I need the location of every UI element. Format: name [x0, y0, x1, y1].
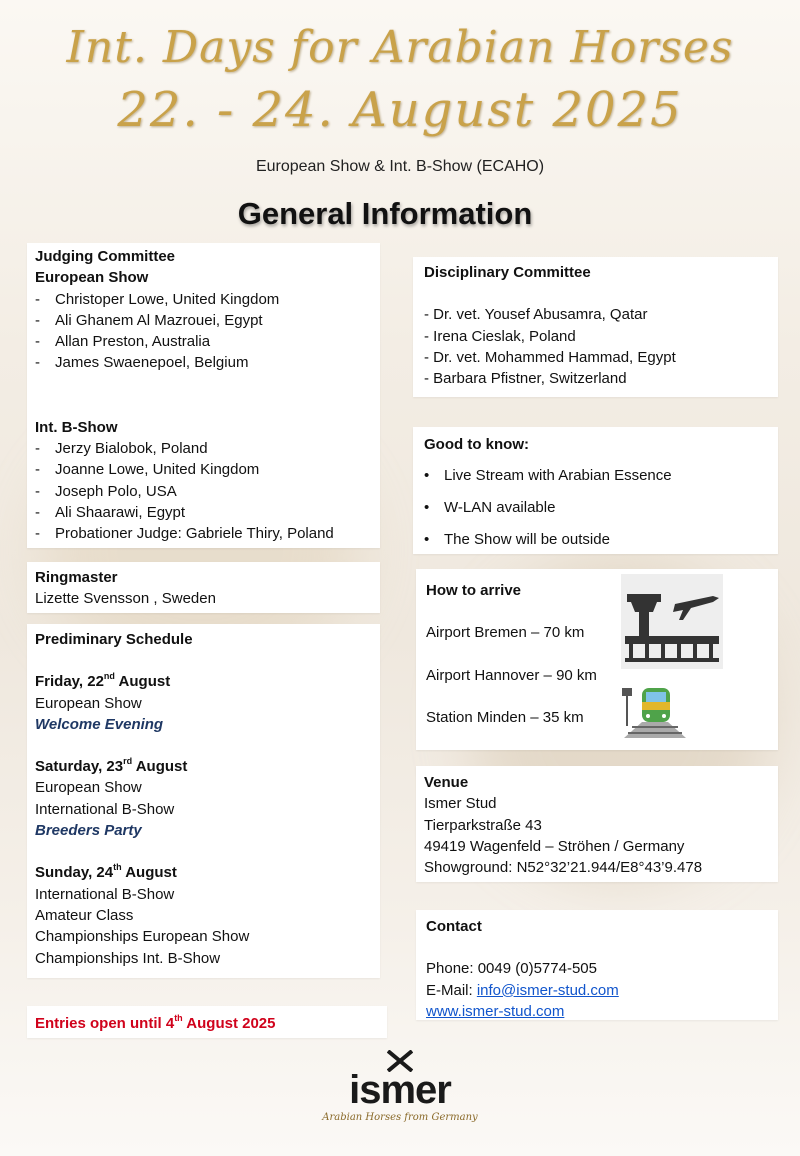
ringmaster-title: Ringmaster: [35, 569, 118, 586]
list-item: - Allan Preston, Australia: [35, 333, 211, 351]
contact-card: [416, 910, 778, 1020]
bshow-judges-list: [35, 438, 380, 544]
list-item: - Dr. vet. Mohammed Hammad, Egypt: [424, 348, 676, 366]
page-heading: General Information: [237, 196, 533, 231]
entries-card: [27, 1006, 387, 1038]
airplane-icon: [673, 596, 719, 620]
event-title: Int. Days for Arabian Horses: [66, 22, 734, 73]
schedule-day-sunday: Sunday, 24th August: [35, 862, 177, 882]
european-judges-list: [35, 289, 380, 374]
venue-line: Tierparkstraße 43: [424, 816, 542, 834]
list-item: - Ali Ghanem Al Mazrouei, Egypt: [35, 311, 263, 329]
logo-word: ismer: [349, 1068, 451, 1112]
logo-mark-icon: [387, 1050, 413, 1072]
contact-phone: Phone: 0049 (0)5774-505: [426, 960, 597, 978]
list-item: Station Minden – 35 km: [426, 708, 584, 726]
email-link[interactable]: info@ismer-stud.com: [476, 981, 619, 999]
list-item: European Show: [35, 694, 142, 712]
list-item: Airport Bremen – 70 km: [426, 624, 585, 642]
how-to-arrive-card: [416, 569, 778, 750]
airport-icon-frame: [621, 574, 723, 669]
list-item: International B-Show: [35, 800, 175, 818]
judging-committee-title: Judging Committee: [35, 248, 176, 265]
schedule-day-saturday: Saturday, 23rd August: [35, 756, 188, 776]
list-item: - Dr. vet. Yousef Abusamra, Qatar: [424, 306, 648, 324]
how-to-arrive-title: How to arrive: [426, 582, 522, 599]
bshow-title: Int. B-Show: [35, 418, 118, 436]
disciplinary-committee-card: [413, 257, 778, 397]
list-item: - James Swaenepoel, Belgium: [35, 354, 249, 372]
list-item: Airport Hannover – 90 km: [426, 666, 597, 684]
list-item: - Probationer Judge: Gabriele Thiry, Poland: [35, 525, 334, 543]
ringmaster-card: [27, 562, 380, 613]
venue-line: 49419 Wagenfeld – Ströhen / Germany: [424, 837, 685, 855]
venue-title: Venue: [424, 774, 469, 791]
good-to-know-card: [413, 427, 778, 554]
logo-tagline: Arabian Horses from Germany: [322, 1112, 478, 1123]
disciplinary-title: Disciplinary Committee: [424, 264, 591, 281]
contact-email-row: E-Mail: info@ismer-stud.com: [426, 981, 619, 999]
list-item: International B-Show: [35, 885, 175, 903]
venue-line: Showground: N52°32’21.944/E8°43’9.478: [424, 859, 703, 877]
entries-deadline: Entries open until 4th August 2025: [35, 1013, 276, 1032]
list-item: - Barbara Pfistner, Switzerland: [424, 370, 627, 388]
judging-committee-card: [27, 243, 380, 548]
european-show-title: European Show: [35, 269, 149, 287]
ringmaster-name: Lizette Svensson , Sweden: [35, 590, 216, 608]
list-item: - Joseph Polo, USA: [35, 482, 177, 500]
event-subtitle: European Show & Int. B-Show (ECAHO): [255, 158, 545, 175]
venue-line: Ismer Stud: [424, 795, 497, 813]
ismer-logo: [300, 1048, 500, 1138]
list-item: - Christoper Lowe, United Kingdom: [35, 290, 280, 308]
contact-title: Contact: [426, 918, 482, 935]
schedule-card: [27, 624, 380, 978]
list-item: Championships European Show: [35, 928, 250, 946]
list-item: • Live Stream with Arabian Essence: [424, 467, 672, 485]
venue-card: [416, 766, 778, 882]
airport-tower-icon: [621, 574, 723, 669]
schedule-event: Welcome Evening: [35, 715, 164, 733]
website-link[interactable]: www.ismer-stud.com: [426, 1002, 565, 1020]
list-item: - Joanne Lowe, United Kingdom: [35, 461, 260, 479]
good-to-know-title: Good to know:: [424, 436, 529, 453]
train-station-icon: [620, 682, 690, 740]
schedule-day-friday: Friday, 22nd August: [35, 671, 171, 691]
list-item: - Ali Shaarawi, Egypt: [35, 503, 186, 521]
schedule-title: Prediminary Schedule: [35, 631, 193, 648]
schedule-event: Breeders Party: [35, 822, 142, 840]
list-item: - Irena Cieslak, Poland: [424, 327, 576, 345]
list-item: • W-LAN available: [424, 499, 556, 517]
list-item: Championships Int. B-Show: [35, 949, 221, 967]
list-item: Amateur Class: [35, 906, 134, 924]
list-item: • The Show will be outside: [424, 530, 610, 548]
event-dates: 22. - 24. August 2025: [117, 82, 683, 138]
list-item: - Jerzy Bialobok, Poland: [35, 440, 208, 458]
list-item: European Show: [35, 779, 142, 797]
